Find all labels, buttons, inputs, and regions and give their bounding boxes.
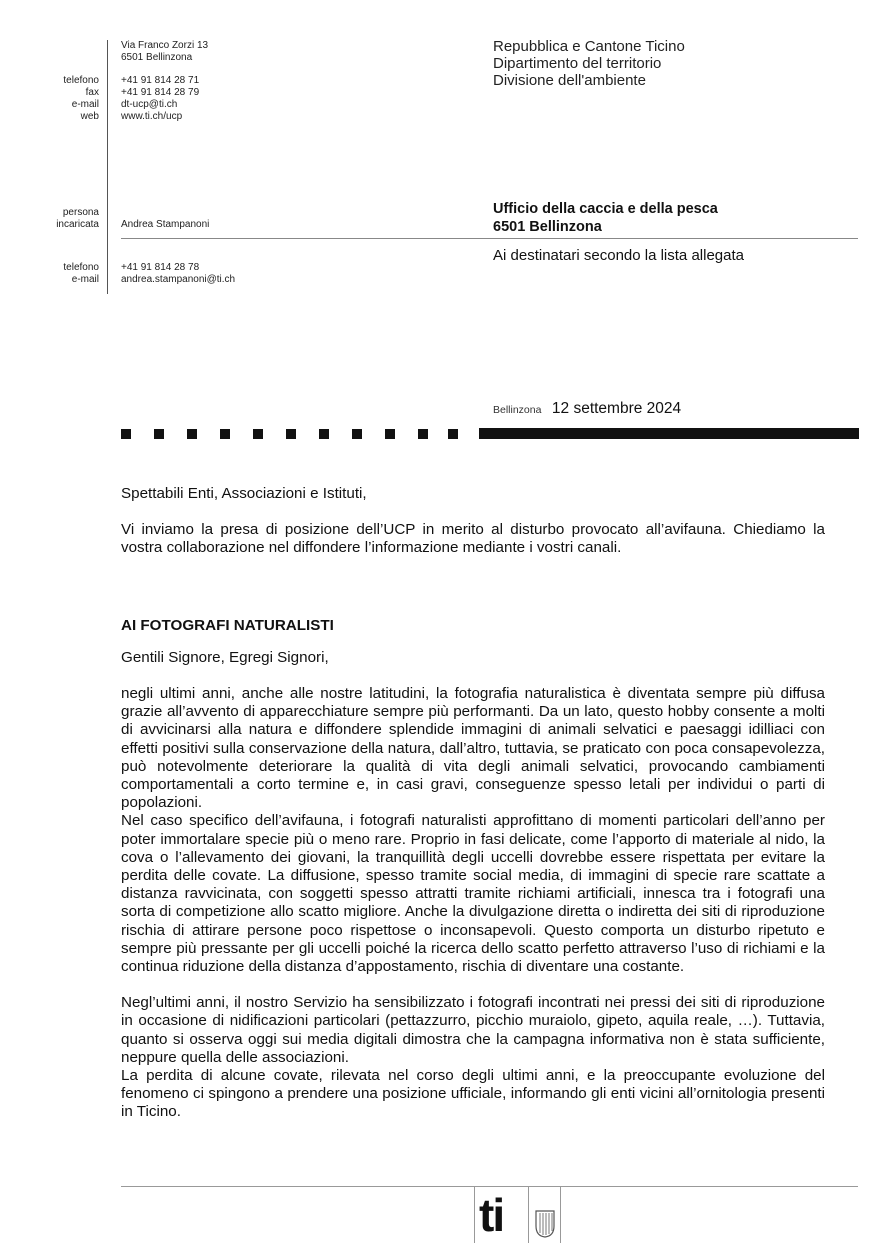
date-line	[493, 400, 681, 418]
separator-dash	[448, 429, 458, 439]
person-contact-values	[121, 262, 235, 286]
salutation: Spettabili Enti, Associazioni e Istituti,	[121, 485, 367, 502]
separator-dash	[253, 429, 263, 439]
ti-logo: ti	[479, 1189, 504, 1241]
canton-shield-icon	[535, 1210, 555, 1238]
separator-dash	[319, 429, 329, 439]
date-place: Bellinzona	[493, 404, 542, 416]
footer-divider	[560, 1186, 561, 1243]
separator-dash	[418, 429, 428, 439]
org-line: Divisione dell'ambiente	[493, 72, 646, 89]
contact-labels	[63, 75, 99, 123]
separator-dash	[286, 429, 296, 439]
office-name: Ufficio della caccia e della pesca	[493, 201, 718, 217]
value-fax: +41 91 814 28 79	[121, 87, 200, 98]
paragraph: negli ultimi anni, anche alle nostre latitudini, la fotografia naturalistica è diventata sempre più diffusa grazie all’avvento di apparecchiature sempre più performanti. Da un lato, questo hobby consente a molti di avvicinarsi alla natura e diffondere splendide immagini di animali selvatici e paesaggi idilliaci con effetti positivi sulla conservazione della natura, dall’altro, tuttavia, se praticato con poca consapevolezza, può notevolmente deteriorare la qualità di vita degli animali selvatici, provocando cambiamenti comportamentali a corto termine e, in casi gravi, conseguenze spesso letali per individui o parti di popolazioni.	[121, 685, 825, 812]
separator-dash	[385, 429, 395, 439]
value-web[interactable]: www.ti.ch/ucp	[121, 111, 183, 122]
intro-paragraph: Vi inviamo la presa di posizione dell’UCP in merito al disturbo provocato all’avifauna. Chiediamo la vostra collaborazione nel diffondere l’informazione mediante i vostri canali.	[121, 521, 825, 557]
contact-values	[121, 75, 199, 123]
label-web: web	[80, 111, 99, 122]
org-line: Repubblica e Cantone Ticino	[493, 38, 685, 55]
paragraph: La perdita di alcune covate, rilevata nel corso degli ultimi anni, e la preoccupante evoluzione del fenomeno ci spingono a prendere una posizione ufficiale, informando gli enti vicini all’ornitologia presenti in Ticino.	[121, 1067, 825, 1121]
person-contact-labels	[63, 262, 99, 286]
footer-divider	[474, 1186, 475, 1243]
value-telefono: +41 91 814 28 71	[121, 75, 200, 86]
greeting: Gentili Signore, Egregi Signori,	[121, 648, 329, 666]
paragraph: Negl’ultimi anni, il nostro Servizio ha sensibilizzato i fotografi incontrati nei pressi dei siti di riproduzione in occasione di nidificazioni particolari (pettazzurro, picchio muraiolo, gipeto, aquila reale, …). Tuttavia, quanto si osserva oggi sui media digitali dimostra che la campagna informativa non è stata sufficiente, neppure quella delle associazioni.	[121, 994, 825, 1066]
value-email[interactable]: dt-ucp@ti.ch	[121, 99, 178, 110]
person-name: Andrea Stampanoni	[121, 219, 210, 230]
date-value: 12 settembre 2024	[551, 400, 682, 417]
sender-address	[121, 40, 208, 64]
label-telefono: telefono	[63, 75, 99, 86]
header-rule	[121, 238, 858, 239]
separator-dash	[121, 429, 131, 439]
person-label-telefono: telefono	[63, 262, 99, 273]
recipient: Ai destinatari secondo la lista allegata	[493, 247, 744, 264]
footer-rule	[121, 1186, 858, 1187]
section-heading: AI FOTOGRAFI NATURALISTI	[121, 616, 334, 634]
separator-dash	[352, 429, 362, 439]
person-value-email[interactable]: andrea.stampanoni@ti.ch	[121, 274, 236, 285]
letter-body	[121, 485, 825, 1122]
person-label-email: e-mail	[71, 274, 99, 285]
office-block	[493, 200, 718, 236]
person-value-telefono: +41 91 814 28 78	[121, 262, 200, 273]
paragraph: Nel caso specifico dell’avifauna, i fotografi naturalisti approfittano di momenti particolari dell’anno per poter immortalare specie più o meno rare. Proprio in fasi delicate, come l’apporto di materiale al nido, la cova o l’allevamento dei giovani, la tranquillità degli uccelli dovrebbe essere rispettata per evitare la perdita delle covate. La diffusione, spesso tramite social media, di immagini di specie rare scattate a distanza ravvicinata, con soggetti spesso attratti tramite richiami artificiali, innesca tra i fotografi una sorta di competizione allo scatto migliore. Anche la divulgazione diretta o indiretta dei siti di riproduzione rischia di attirare persone poco rispettose o inconsapevoli. Questo comporta un disturbo ripetuto e sempre più pressante per gli uccelli poiché la ricerca dello scatto perfetto attraverso l’uso di richiami e la continua riduzione della distanza d’appostamento, rischia di diventare una costante.	[121, 812, 825, 976]
footer-divider	[528, 1186, 529, 1243]
person-label-line1: persona	[62, 207, 99, 218]
address-line: Via Franco Zorzi 13	[121, 40, 209, 51]
sender-divider	[107, 40, 108, 294]
separator-bar	[479, 428, 859, 439]
separator-dash	[154, 429, 164, 439]
org-line: Dipartimento del territorio	[493, 55, 662, 72]
address-line: 6501 Bellinzona	[121, 52, 193, 63]
label-fax: fax	[85, 87, 99, 98]
separator-dash	[220, 429, 230, 439]
organization-header	[493, 38, 685, 89]
separator-dash	[187, 429, 197, 439]
person-label-line2: incaricata	[56, 219, 99, 230]
person-label	[56, 207, 99, 231]
label-email: e-mail	[71, 99, 99, 110]
office-city: 6501 Bellinzona	[493, 219, 602, 235]
